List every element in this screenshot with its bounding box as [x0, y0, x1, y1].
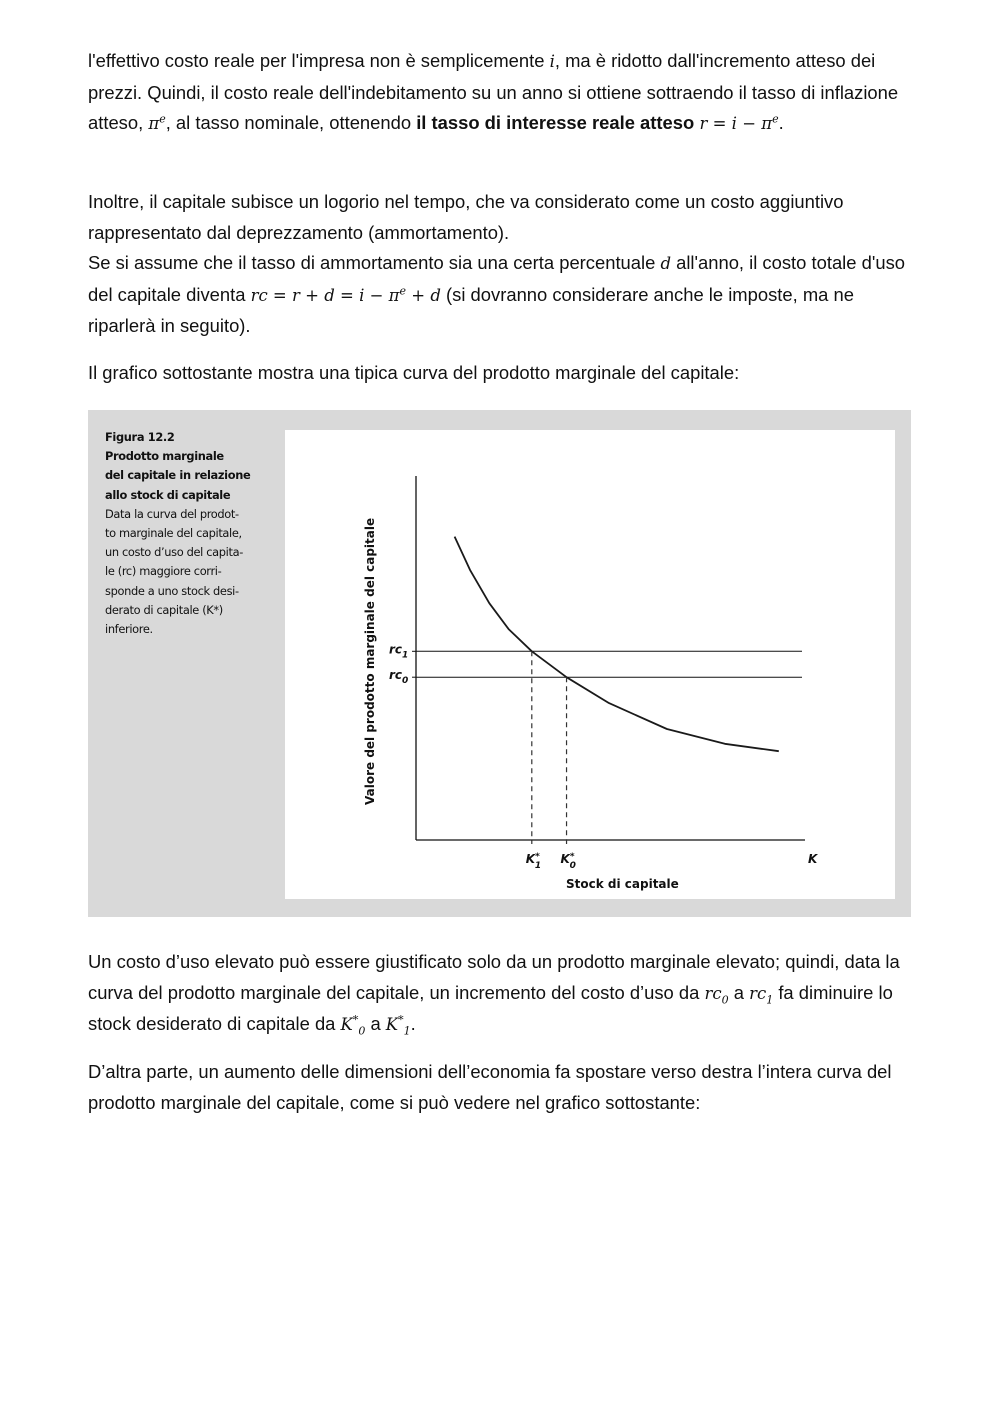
- math-rc1: $rc_1$: [749, 983, 774, 1006]
- paragraph-real-interest-rate: [88, 46, 918, 140]
- text-run: .: [410, 1013, 416, 1034]
- marginal-product-chart: [285, 430, 895, 899]
- paragraph-economy-growth: D’altra parte, un aumento delle dimensioni dell’economia fa spostare verso destra l’intera curva del prodotto marginale del capitale, come si può vedere nel grafico sottostante:: [88, 1061, 892, 1113]
- k-star-label-1: K* 1: [525, 852, 542, 871]
- math-k0-star: $K^*_0$: [340, 1013, 366, 1038]
- caption-body: Data la curva del prodot- to marginale del capitale, un costo d’uso del capita- le (rc) maggiore corri- sponde a uno stock desi- derato di capitale (K*) inferiore.: [105, 506, 243, 637]
- rc-label-0: $rc_0$: [389, 668, 409, 687]
- math-rc-formula: rc = $r + d = i - \pi^e + d$: [250, 284, 441, 305]
- math-real-rate-formula: $r = i - \pi^e$: [694, 112, 779, 133]
- math-d: d: [660, 254, 671, 273]
- text-run: Se si assume che il tasso di ammortamento sia una certa percentuale: [88, 252, 661, 273]
- math-k1-star: $K^*_1$: [385, 1013, 411, 1038]
- text-run: a: [728, 981, 750, 1003]
- math-i: i: [549, 52, 555, 71]
- rc-label-1: $rc_1$: [389, 642, 409, 661]
- bold-term: il tasso di interesse reale atteso: [416, 112, 695, 133]
- text-run: .: [778, 112, 784, 133]
- math-pi-e: $\pi^e$: [148, 112, 166, 133]
- figure-caption: [105, 428, 265, 639]
- paragraph-cost-of-capital: [88, 248, 918, 342]
- text-run: l'effettivo costo reale per l'impresa non è semplicemente: [88, 50, 550, 71]
- text-run: fa diminuire lo stock desiderato di capitale da: [88, 981, 893, 1034]
- y-axis-title: Valore del prodotto marginale del capitale: [363, 517, 377, 805]
- figure-12-2: [88, 410, 911, 917]
- paragraph-depreciation: Inoltre, il capitale subisce un logorio nel tempo, che va considerato come un costo aggiuntivo rappresentato dal deprezzamento (ammortamento).: [88, 191, 844, 243]
- text-run: a: [365, 1013, 386, 1034]
- x-axis-title: Stock di capitale: [566, 877, 679, 891]
- paragraph-user-cost-effect: [88, 947, 918, 1041]
- math-rc0: $rc_0$: [704, 983, 729, 1006]
- caption-title: Figura 12.2 Prodotto marginale del capitale in relazione allo stock di capitale: [105, 430, 251, 502]
- text-run: Un costo d’uso elevato può essere giustificato solo da un prodotto marginale elevato; quindi, data la curva del prodotto marginale del capitale, un incremento del costo d’uso da: [88, 951, 900, 1003]
- paragraph-graph-intro: Il grafico sottostante mostra una tipica curva del prodotto marginale del capitale:: [88, 362, 740, 383]
- k-star-label-0: K* 0: [560, 852, 576, 871]
- text-run: , al tasso nominale, ottenendo: [165, 112, 417, 133]
- chart-panel: [285, 430, 895, 899]
- text-run: (si dovranno considerare anche le imposte, ma ne riparlerà in seguito).: [88, 283, 854, 336]
- x-axis-end-label: K: [808, 852, 818, 866]
- text-run: , ma è ridotto dall'incremento atteso dei prezzi. Quindi, il costo reale dell'indebitamento su un anno si ottiene sottraendo il tasso di inflazione atteso,: [88, 50, 899, 133]
- text-run: all'anno, il costo totale d'uso del capitale diventa: [88, 252, 905, 305]
- mpk-curve: [455, 537, 779, 752]
